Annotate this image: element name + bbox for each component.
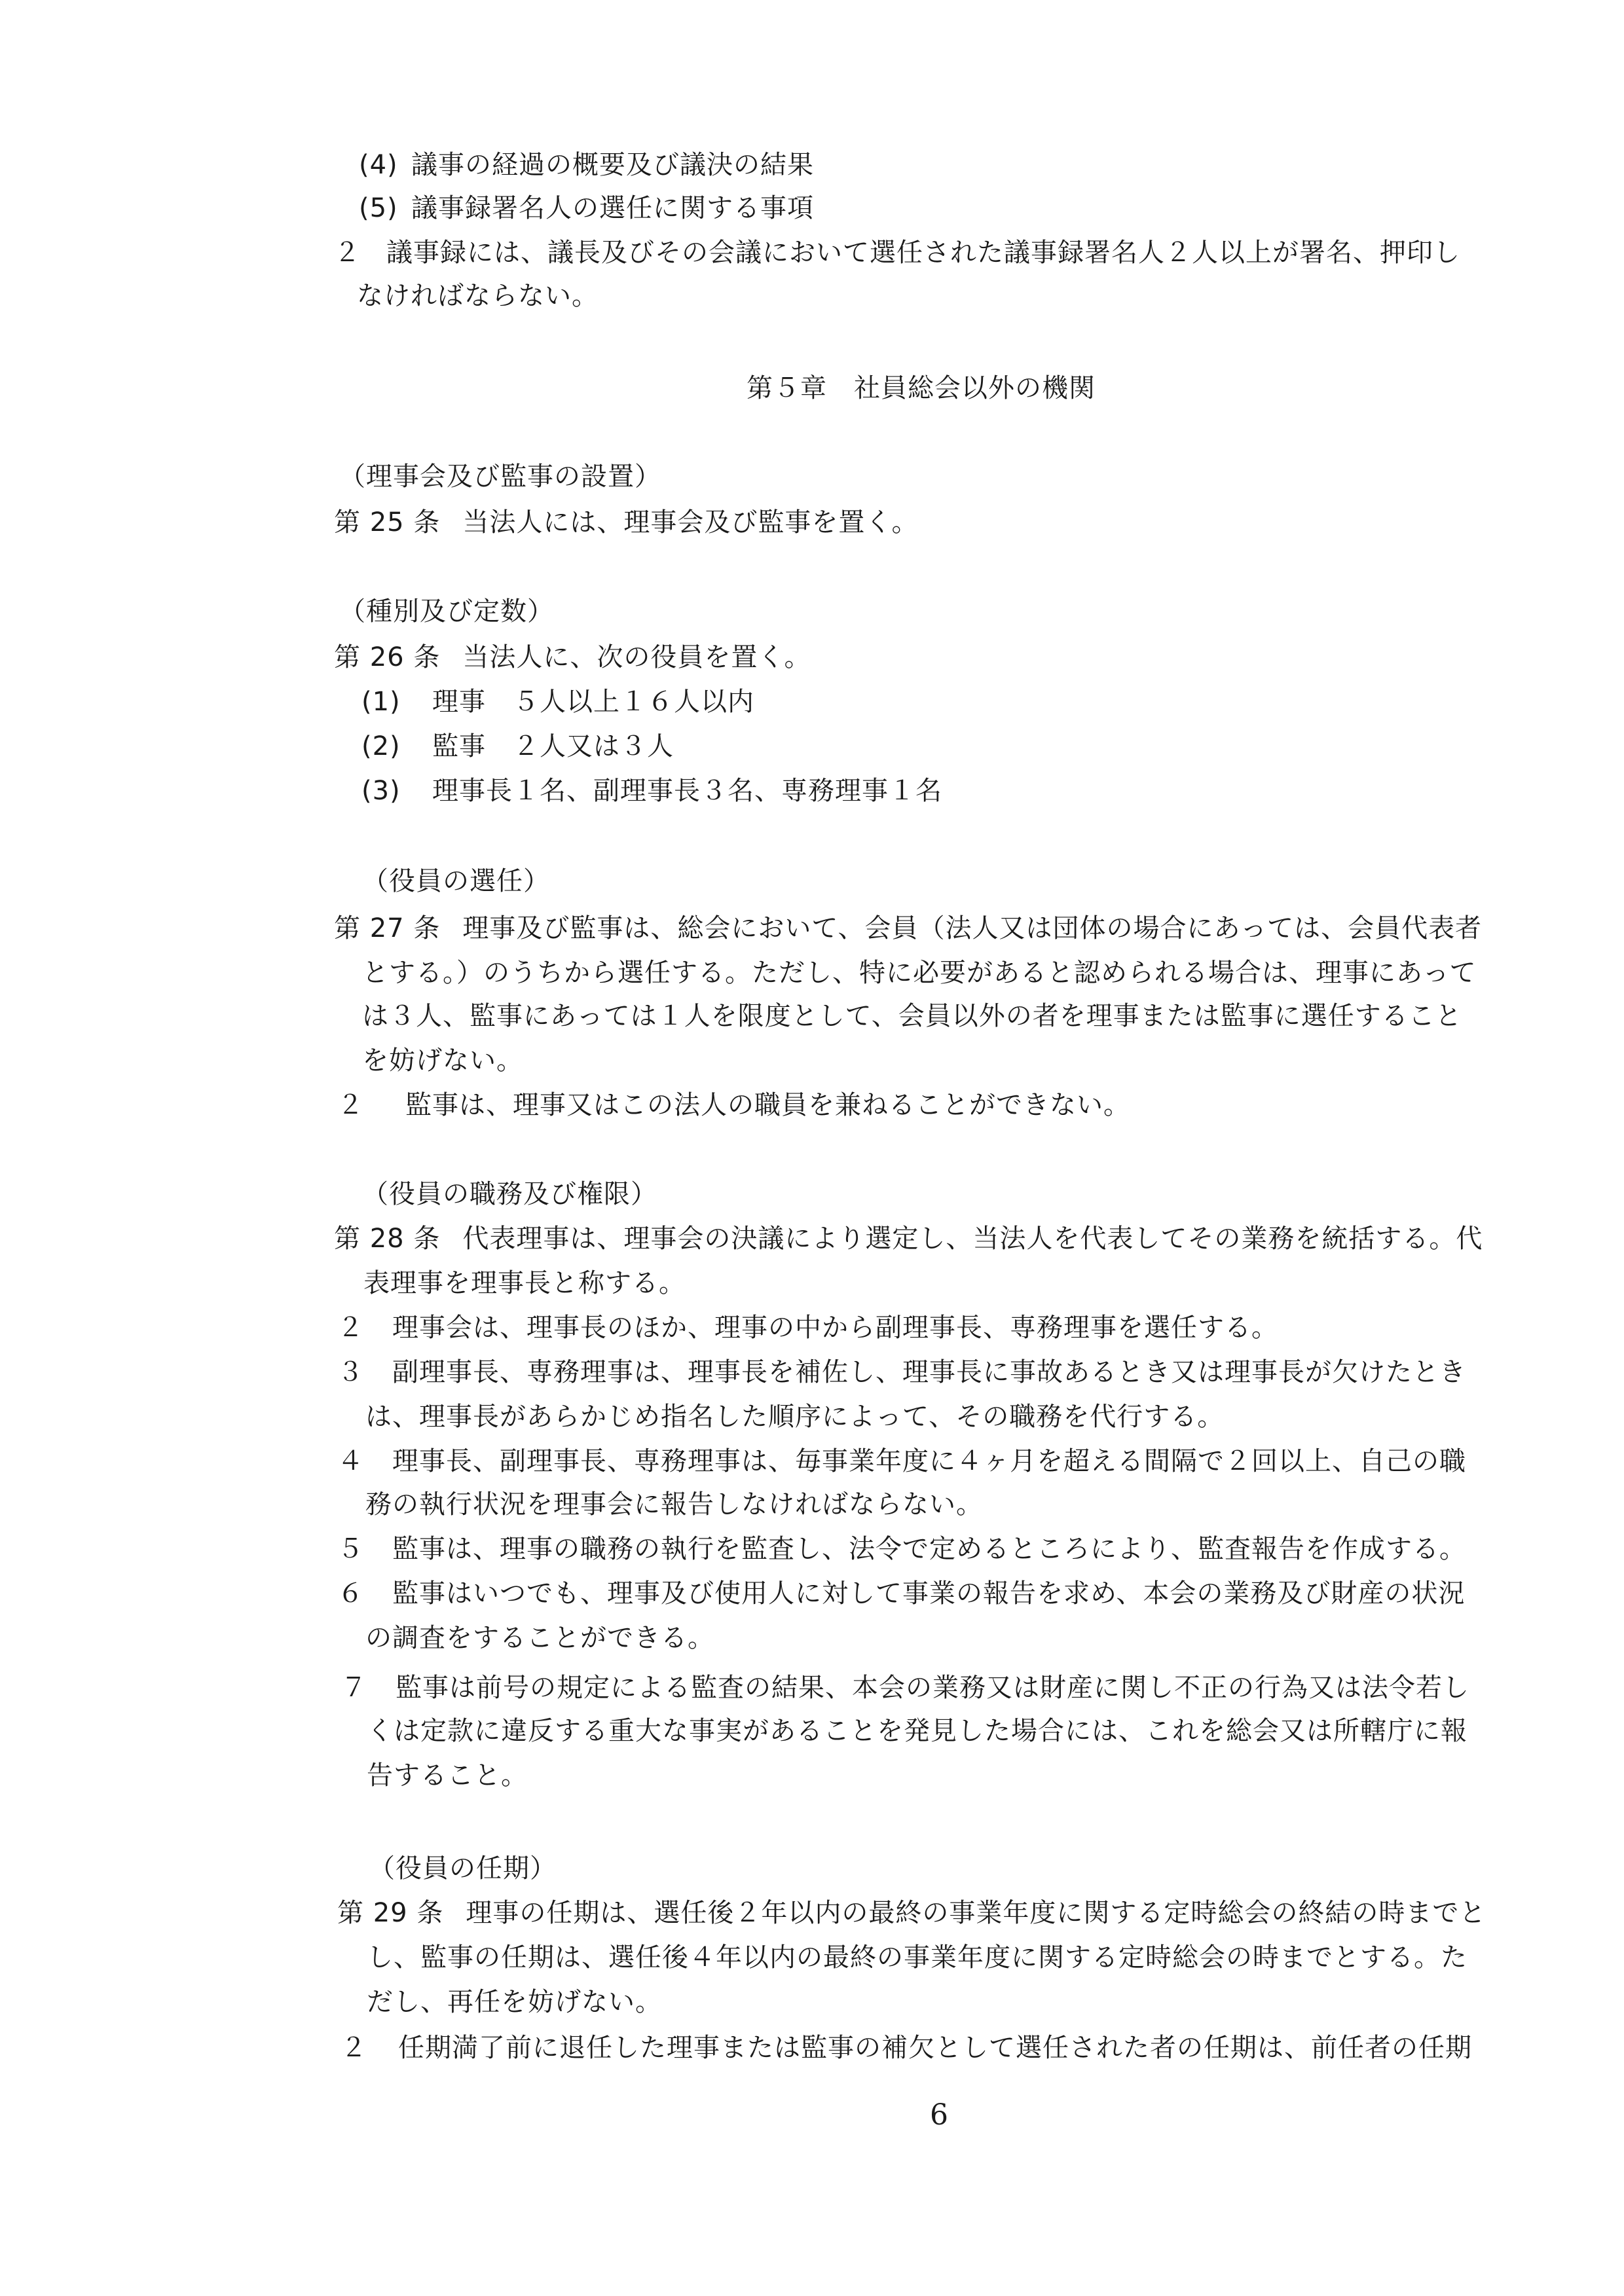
article-heading: （役員の任期）: [369, 1853, 557, 1884]
paragraph-line: [337, 1354, 1466, 1391]
article-line: [334, 504, 919, 541]
chapter-title: 第５章 社員総会以外の機関: [747, 373, 1096, 403]
list-item: [359, 147, 814, 183]
article-number: 第 28 条: [334, 1224, 441, 1254]
paragraph-number: ２: [334, 238, 361, 268]
article-text: は３人、監事にあっては１人を限度として、会員以外の者を理事または監事に選任すること: [362, 1001, 1462, 1031]
article-heading: （種別及び定数）: [339, 596, 554, 627]
article-line: [367, 1939, 1467, 1976]
paragraph-line: [337, 1575, 1465, 1612]
article-line: [362, 1042, 523, 1079]
article-line: [334, 910, 1482, 947]
paragraph-number: ４: [337, 1446, 364, 1476]
paragraph-text: 議事録には、議長及びその会議において選任された議事録署名人２人以上が署名、押印し: [386, 238, 1460, 268]
list-item: [359, 190, 814, 227]
paragraph-line: [341, 2030, 1472, 2066]
article-number: 第 27 条: [334, 913, 441, 943]
paragraph-text: 監事は前号の規定による監査の結果、本会の業務又は財産に関し不正の行為又は法令若し: [396, 1673, 1469, 1703]
article-heading: （役員の選任）: [362, 866, 550, 896]
paragraph-text: 告すること。: [367, 1760, 528, 1791]
paragraph-number: ７: [341, 1673, 367, 1703]
list-item: [361, 773, 942, 809]
article-line: [363, 1265, 686, 1302]
paragraph-number: ２: [337, 1090, 364, 1120]
article-text: 当法人には、理事会及び監事を置く。: [462, 507, 919, 538]
paragraph-text: 務の執行状況を理事会に報告しなければならない。: [365, 1489, 983, 1520]
paragraph-text: は、理事長があらかじめ指名した順序によって、その職務を代行する。: [365, 1402, 1225, 1432]
article-line: [337, 1895, 1486, 1931]
article-text: 代表理事は、理事会の決議により選定し、当法人を代表してその業務を統括する。代: [462, 1224, 1483, 1254]
article-heading: （役員の職務及び権限）: [362, 1179, 657, 1209]
item-number: (1): [361, 687, 401, 717]
item-number: (4): [359, 150, 398, 180]
paragraph-text: 副理事長、専務理事は、理事長を補佐し、理事長に事故あるとき又は理事長が欠けたとき: [392, 1357, 1466, 1387]
item-text: 議事の経過の概要及び議決の結果: [411, 150, 814, 180]
paragraph-text: なければならない。: [357, 281, 599, 311]
article-text: だし、再任を妨げない。: [367, 1987, 662, 2017]
paragraph-line: [367, 1757, 528, 1794]
paragraph-line: [341, 1669, 1469, 1706]
article-text: 理事の任期は、選任後２年以内の最終の事業年度に関する定時総会の終結の時までと: [466, 1898, 1486, 1928]
item-text: 理事長１名、副理事長３名、専務理事１名: [432, 776, 942, 806]
article-text: を妨げない。: [362, 1046, 523, 1076]
article-number: 第 26 条: [334, 642, 441, 672]
article-line: [367, 1984, 662, 2020]
article-text: し、監事の任期は、選任後４年以内の最終の事業年度に関する定時総会の時までとする。た: [367, 1942, 1467, 1973]
paragraph-text: 理事長、副理事長、専務理事は、毎事業年度に４ヶ月を超える間隔で２回以上、自己の職: [392, 1446, 1466, 1476]
paragraph-text: 監事は、理事の職務の執行を監査し、法令で定めるところにより、監査報告を作成する。: [392, 1534, 1466, 1564]
article-line: [362, 955, 1477, 991]
paragraph-text: 理事会は、理事長のほか、理事の中から副理事長、専務理事を選任する。: [392, 1313, 1278, 1343]
article-text: 表理事を理事長と称する。: [363, 1268, 686, 1298]
article-text: 当法人に、次の役員を置く。: [462, 642, 811, 672]
article-number: 第 29 条: [337, 1898, 444, 1928]
paragraph-text: の調査をすることができる。: [365, 1623, 714, 1653]
page-number: 6: [930, 2098, 948, 2132]
paragraph-text: 監事はいつでも、理事及び使用人に対して事業の報告を求め、本会の業務及び財産の状況: [392, 1578, 1466, 1609]
article-heading: （理事会及び監事の設置）: [339, 462, 661, 492]
item-text: 監事 ２人又は３人: [432, 731, 674, 761]
paragraph-line: [365, 1620, 714, 1656]
paragraph-line: [365, 1486, 983, 1523]
article-line: [334, 639, 811, 676]
paragraph-text: 任期満了前に退任した理事または監事の補欠として選任された者の任期は、前任者の任期: [398, 2033, 1472, 2063]
item-number: (2): [361, 731, 401, 761]
paragraph-number: ３: [337, 1357, 364, 1387]
item-text: 議事録署名人の選任に関する事項: [411, 193, 814, 223]
item-number: (5): [359, 193, 398, 223]
article-text: とする。）のうちから選任する。ただし、特に必要があると認められる場合は、理事にあって: [362, 958, 1477, 988]
paragraph-number: ６: [337, 1578, 364, 1609]
paragraph-text: 監事は、理事又はこの法人の職員を兼ねることができない。: [405, 1090, 1130, 1120]
paragraph-line: [367, 1713, 1467, 1749]
paragraph-number: ５: [337, 1534, 364, 1564]
paragraph-number: ２: [341, 2033, 367, 2063]
paragraph-number: ２: [337, 1313, 364, 1343]
paragraph-line: [357, 278, 599, 314]
article-line: [362, 998, 1462, 1034]
list-item: [361, 728, 674, 765]
paragraph-line: [337, 1309, 1278, 1346]
paragraph-text: くは定款に違反する重大な事実があることを発見した場合には、これを総会又は所轄庁に報: [367, 1716, 1467, 1746]
article-line: [334, 1220, 1483, 1257]
article-number: 第 25 条: [334, 507, 441, 538]
paragraph-line: [337, 1443, 1466, 1480]
list-item: [361, 683, 754, 720]
paragraph-line: [337, 1531, 1466, 1567]
article-text: 理事及び監事は、総会において、会員（法人又は団体の場合にあっては、会員代表者: [462, 913, 1483, 943]
item-text: 理事 ５人以上１６人以内: [432, 687, 754, 717]
item-number: (3): [361, 776, 401, 806]
paragraph-line: [334, 234, 1460, 271]
paragraph-line: [365, 1398, 1224, 1435]
paragraph-line: [337, 1087, 1130, 1123]
